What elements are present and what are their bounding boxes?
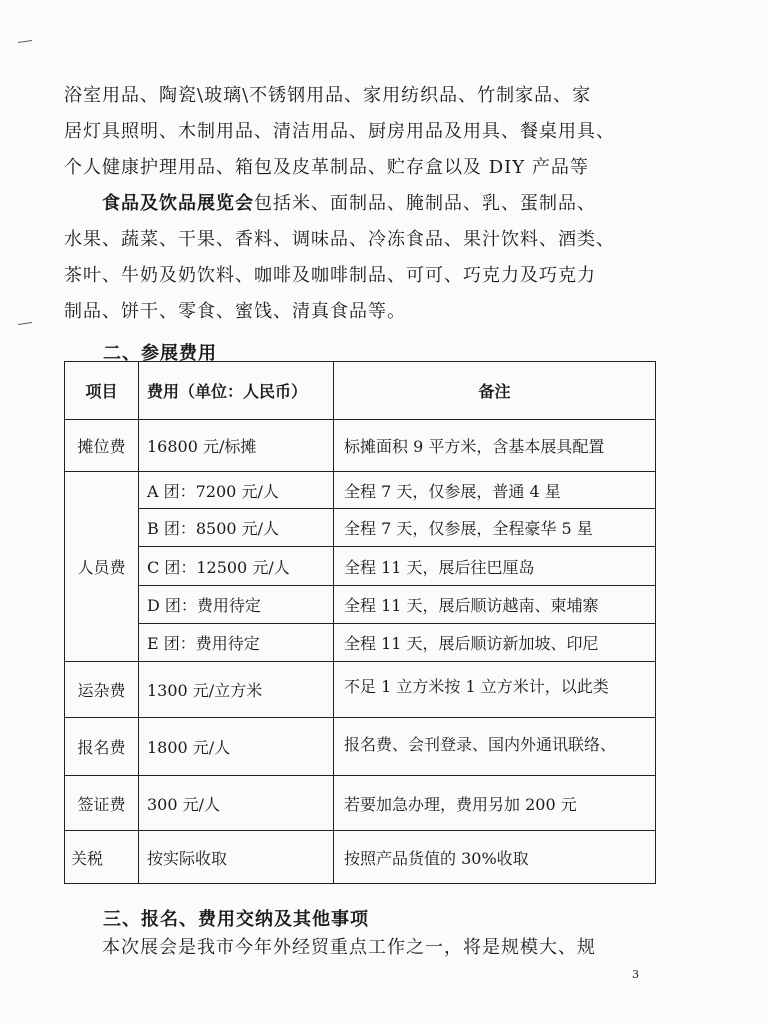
fee-cell: 300 元/人 bbox=[139, 776, 334, 831]
table-row-tariff bbox=[65, 831, 656, 884]
section-heading-registration: 三、报名、费用交纳及其他事项 bbox=[103, 909, 369, 930]
fee-table bbox=[64, 361, 656, 884]
item-cell: 摊位费 bbox=[65, 420, 139, 472]
table-header-row bbox=[65, 362, 656, 420]
table-row-shipping bbox=[65, 662, 656, 718]
fee-cell: 16800 元/标摊 bbox=[139, 420, 334, 472]
table-row-registration bbox=[65, 718, 656, 776]
item-cell: 运杂费 bbox=[65, 662, 139, 718]
note-cell: 报名费、会刊登录、国内外通讯联络、 bbox=[334, 718, 656, 776]
food-line: 茶叶、牛奶及奶饮料、咖啡及咖啡制品、可可、巧克力及巧克力 bbox=[64, 265, 596, 286]
note-cell: 全程 11 天，展后顺访新加坡、印尼 bbox=[334, 624, 656, 662]
food-line-first bbox=[64, 186, 664, 222]
food-line: 制品、饼干、零食、蜜饯、清真食品等。 bbox=[64, 301, 406, 322]
intro-line: 居灯具照明、木制用品、清洁用品、厨房用品及用具、餐桌用具、 bbox=[64, 121, 615, 142]
table-row-personnel bbox=[65, 547, 656, 586]
note-cell: 全程 7 天，仅参展，普通 4 星 bbox=[334, 472, 656, 509]
header-note: 备注 bbox=[334, 362, 656, 420]
note-cell: 全程 7 天，仅参展，全程豪华 5 星 bbox=[334, 509, 656, 547]
table-row-booth bbox=[65, 420, 656, 472]
fee-cell: C 团：12500 元/人 bbox=[139, 547, 334, 586]
note-cell: 若要加急办理，费用另加 200 元 bbox=[334, 776, 656, 831]
food-paragraph bbox=[64, 186, 664, 330]
note-cell: 标摊面积 9 平方米，含基本展具配置 bbox=[334, 420, 656, 472]
item-cell-personnel: 人员费 bbox=[65, 472, 139, 662]
scan-mark bbox=[18, 322, 32, 325]
header-item: 项目 bbox=[65, 362, 139, 420]
fee-cell: A 团：7200 元/人 bbox=[139, 472, 334, 509]
table-row-personnel bbox=[65, 472, 656, 509]
closing-paragraph bbox=[64, 930, 664, 966]
note-cell: 按照产品货值的 30%收取 bbox=[334, 831, 656, 884]
intro-paragraph bbox=[64, 78, 664, 186]
header-fee: 费用（单位：人民币） bbox=[139, 362, 334, 420]
table-row-personnel bbox=[65, 586, 656, 624]
item-cell: 报名费 bbox=[65, 718, 139, 776]
scan-mark bbox=[18, 40, 32, 43]
note-cell: 不足 1 立方米按 1 立方米计，以此类 bbox=[334, 662, 656, 718]
fee-cell: 1800 元/人 bbox=[139, 718, 334, 776]
food-line: 水果、蔬菜、干果、香料、调味品、冷冻食品、果汁饮料、酒类、 bbox=[64, 229, 615, 250]
fee-cell: D 团：费用待定 bbox=[139, 586, 334, 624]
fee-cell: 按实际收取 bbox=[139, 831, 334, 884]
note-cell: 全程 11 天，展后顺访越南、柬埔寨 bbox=[334, 586, 656, 624]
table-row-personnel bbox=[65, 624, 656, 662]
item-cell: 关税 bbox=[65, 831, 139, 884]
fee-cell: E 团：费用待定 bbox=[139, 624, 334, 662]
food-lead: 食品及饮品展览会 bbox=[102, 193, 254, 214]
fee-cell: 1300 元/立方米 bbox=[139, 662, 334, 718]
table-row-visa bbox=[65, 776, 656, 831]
note-cell: 全程 11 天，展后往巴厘岛 bbox=[334, 547, 656, 586]
intro-line: 个人健康护理用品、箱包及皮革制品、贮存盒以及 DIY 产品等 bbox=[64, 157, 589, 178]
item-cell: 签证费 bbox=[65, 776, 139, 831]
intro-line: 浴室用品、陶瓷\玻璃\不锈钢用品、家用纺织品、竹制家品、家 bbox=[64, 85, 592, 106]
table-row-personnel bbox=[65, 509, 656, 547]
food-first-rest: 包括米、面制品、腌制品、乳、蛋制品、 bbox=[254, 193, 596, 214]
page-number: 3 bbox=[632, 968, 639, 981]
fee-cell: B 团：8500 元/人 bbox=[139, 509, 334, 547]
section-heading-fees: 二、参展费用 bbox=[103, 343, 217, 364]
closing-line: 本次展会是我市今年外经贸重点工作之一，将是规模大、规 bbox=[102, 937, 596, 958]
